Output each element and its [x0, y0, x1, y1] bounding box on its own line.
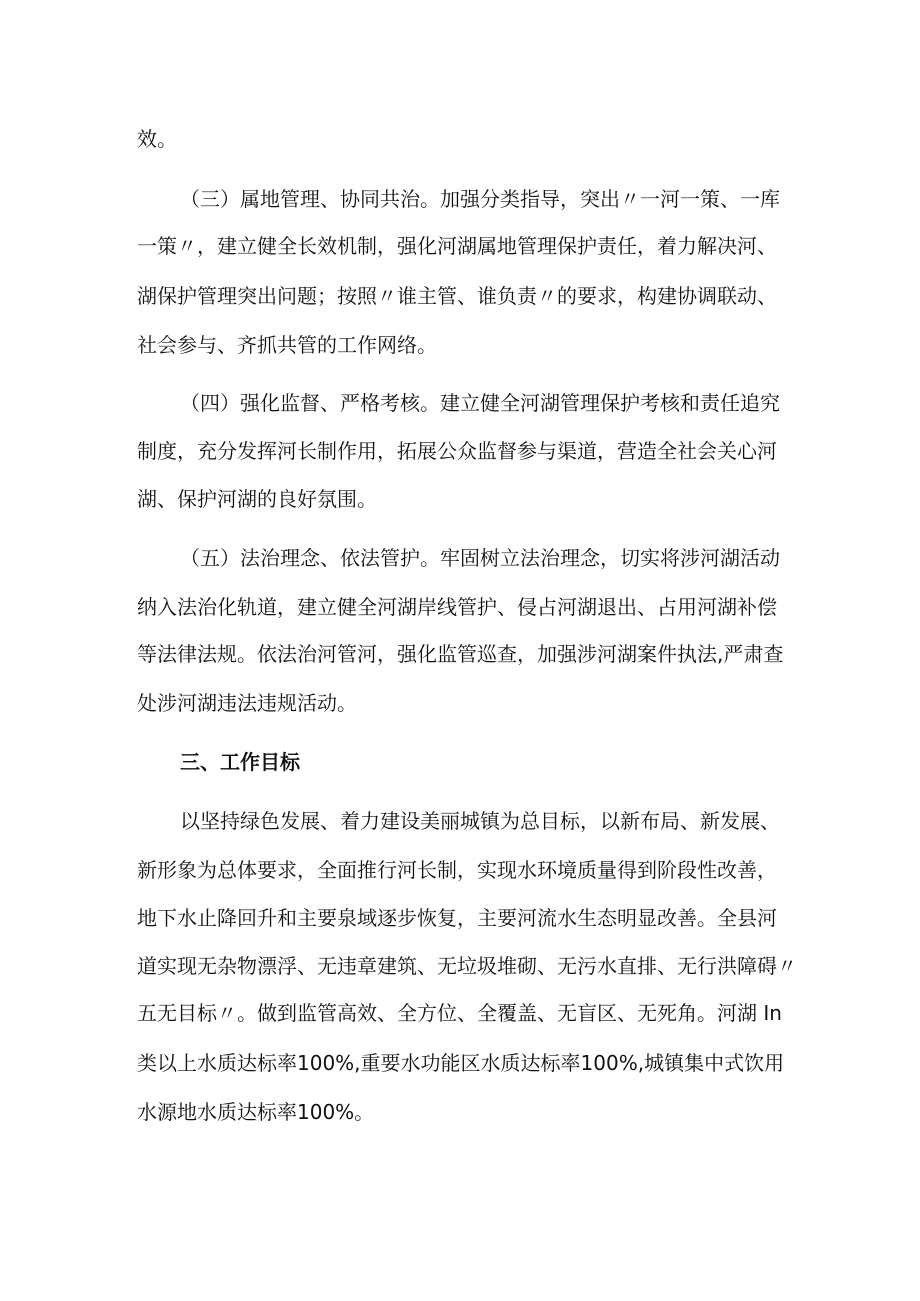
paragraph-line: 地下水止降回升和主要泉域逐步恢复，主要河流水生态明显改善。全县河 — [137, 906, 777, 930]
paragraph-line: 处涉河湖违法违规活动。 — [137, 691, 357, 715]
paragraph-line: 道实现无杂物漂浮、无违章建筑、无垃圾堆砌、无污水直排、无行洪障碍〃 — [137, 954, 797, 978]
paragraph-line: （四）强化监督、严格考核。建立健全河湖管理保护考核和责任追究 — [180, 391, 780, 415]
paragraph-line: （三）属地管理、协同共治。加强分类指导，突出〃一河一策、一库 — [180, 187, 780, 211]
paragraph-line: 效。 — [137, 127, 177, 151]
paragraph-line: 以坚持绿色发展、着力建设美丽城镇为总目标，以新布局、新发展、 — [180, 809, 780, 833]
paragraph-line: 等法律法规。依法治河管河，强化监管巡查，加强涉河湖案件执法,严肃查 — [137, 642, 784, 666]
paragraph-line: 五无目标〃。做到监管高效、全方位、全覆盖、无盲区、无死角。河湖 In — [137, 1001, 782, 1025]
paragraph-line: （五）法治理念、依法管护。牢固树立法治理念，切实将涉河湖活动 — [180, 546, 780, 570]
paragraph-line: 纳入法治化轨道，建立健全河湖岸线管护、侵占河湖退出、占用河湖补偿 — [137, 595, 777, 619]
section-heading: 三、工作目标 — [180, 750, 300, 774]
paragraph-line: 制度，充分发挥河长制作用，拓展公众监督参与渠道，营造全社会关心河 — [137, 439, 777, 463]
paragraph-line: 类以上水质达标率100%,重要水功能区水质达标率100%,城镇集中式饮用 — [137, 1051, 785, 1075]
paragraph-line: 社会参与、齐抓共管的工作网络。 — [137, 333, 437, 357]
paragraph-line: 湖保护管理突出问题；按照〃谁主管、谁负责〃的要求，构建协调联动、 — [137, 284, 777, 308]
paragraph-line: 水源地水质达标率100%。 — [137, 1100, 375, 1124]
paragraph-line: 一策〃，建立健全长效机制，强化河湖属地管理保护责任，着力解决河、 — [137, 234, 777, 258]
paragraph-line: 新形象为总体要求，全面推行河长制，实现水环境质量得到阶段性改善， — [137, 858, 777, 882]
paragraph-line: 湖、保护河湖的良好氛围。 — [137, 487, 377, 511]
